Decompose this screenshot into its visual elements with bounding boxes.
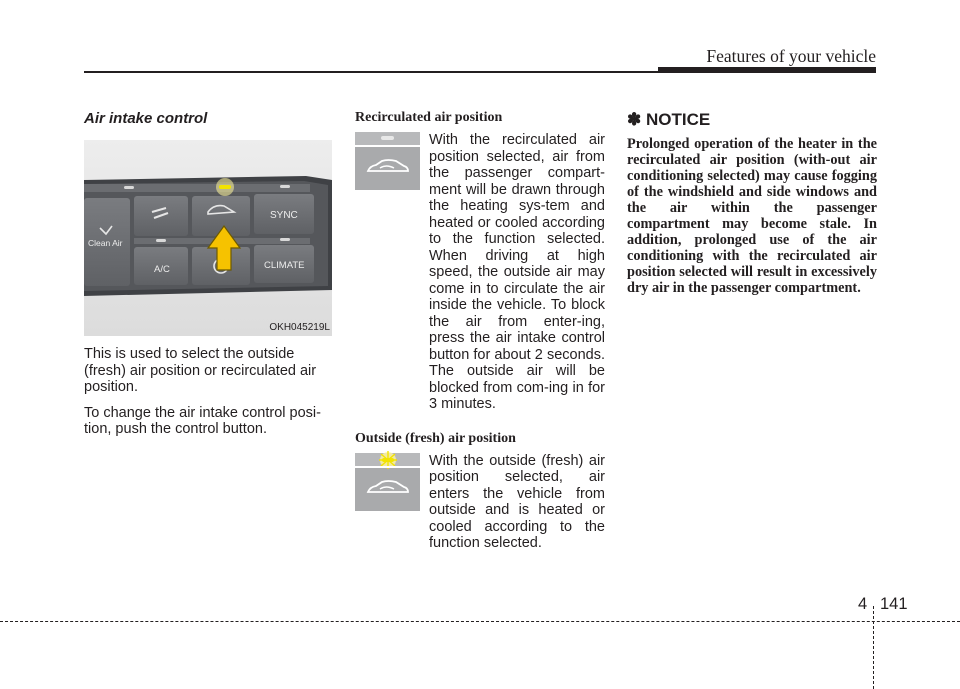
column-middle: [355, 110, 605, 552]
indicator-lamp-icon: [381, 136, 394, 140]
footer-divider: [873, 606, 874, 689]
column-left: [84, 110, 334, 447]
recirculated-block: [355, 132, 605, 413]
intro-paragraph: This is used to select the outside (fresh) air position or recirculated air position.: [84, 346, 317, 395]
section-heading: Air intake control: [84, 110, 208, 127]
page-number: 141: [880, 595, 908, 613]
car-recirculation-icon: [366, 157, 410, 177]
car-outside-air-icon: [366, 478, 410, 498]
notice-text: Prolonged operation of the heater in the recirculated air position (with-out air conditioning selected) may cause fogging of the windshield and side windows and the air within the passenger compartment may become stale. In addition, prolonged use of the air conditioning with the recirculated air position selected will result in excessively dry air in the passenger compartment.: [627, 136, 877, 296]
panel-label-climate: CLIMATE: [264, 260, 305, 271]
chapter-number: 4: [858, 595, 868, 613]
footer-rule: [0, 621, 960, 622]
column-right: [627, 110, 877, 296]
recirculated-button-illustration: [355, 132, 420, 190]
outside-air-heading: Outside (fresh) air position: [355, 430, 516, 446]
outside-air-block: [355, 453, 605, 552]
image-code: OKH045219L: [269, 322, 330, 333]
notice-label: NOTICE: [645, 110, 711, 129]
panel-label-sync: SYNC: [270, 210, 298, 221]
outside-air-text: With the outside (fresh) air position selected, air enters the vehicle from outside and is heated or cooled according to the function selected.: [429, 452, 605, 551]
instruction-paragraph: To change the air intake control posi-tion, push the control button.: [84, 404, 321, 437]
outside-air-button-illustration: [355, 453, 420, 511]
control-panel-photo: [84, 140, 332, 336]
panel-label-clean-air: Clean Air: [88, 238, 123, 248]
notice-mark-icon: ✽: [627, 110, 642, 129]
header-rule-accent: [658, 67, 876, 73]
notice-title: [627, 110, 877, 130]
recirculated-text: With the recirculated air position selected, air from the passenger compart-ment will be drawn through the heating sys-tem and heated or cooled according to the function selected. When driving at high speed, the outside air may come in to circulate the air inside the vehicle. To block the air from enter-ing, press the air intake control button for about 2 seconds. The outside air will be blocked from com-ing in for 3 minutes.: [429, 132, 605, 412]
section-title: Features of your vehicle: [706, 46, 876, 66]
panel-label-ac: A/C: [154, 264, 170, 275]
recirculated-heading: Recirculated air position: [355, 110, 503, 125]
control-panel-illustration: [84, 140, 332, 336]
